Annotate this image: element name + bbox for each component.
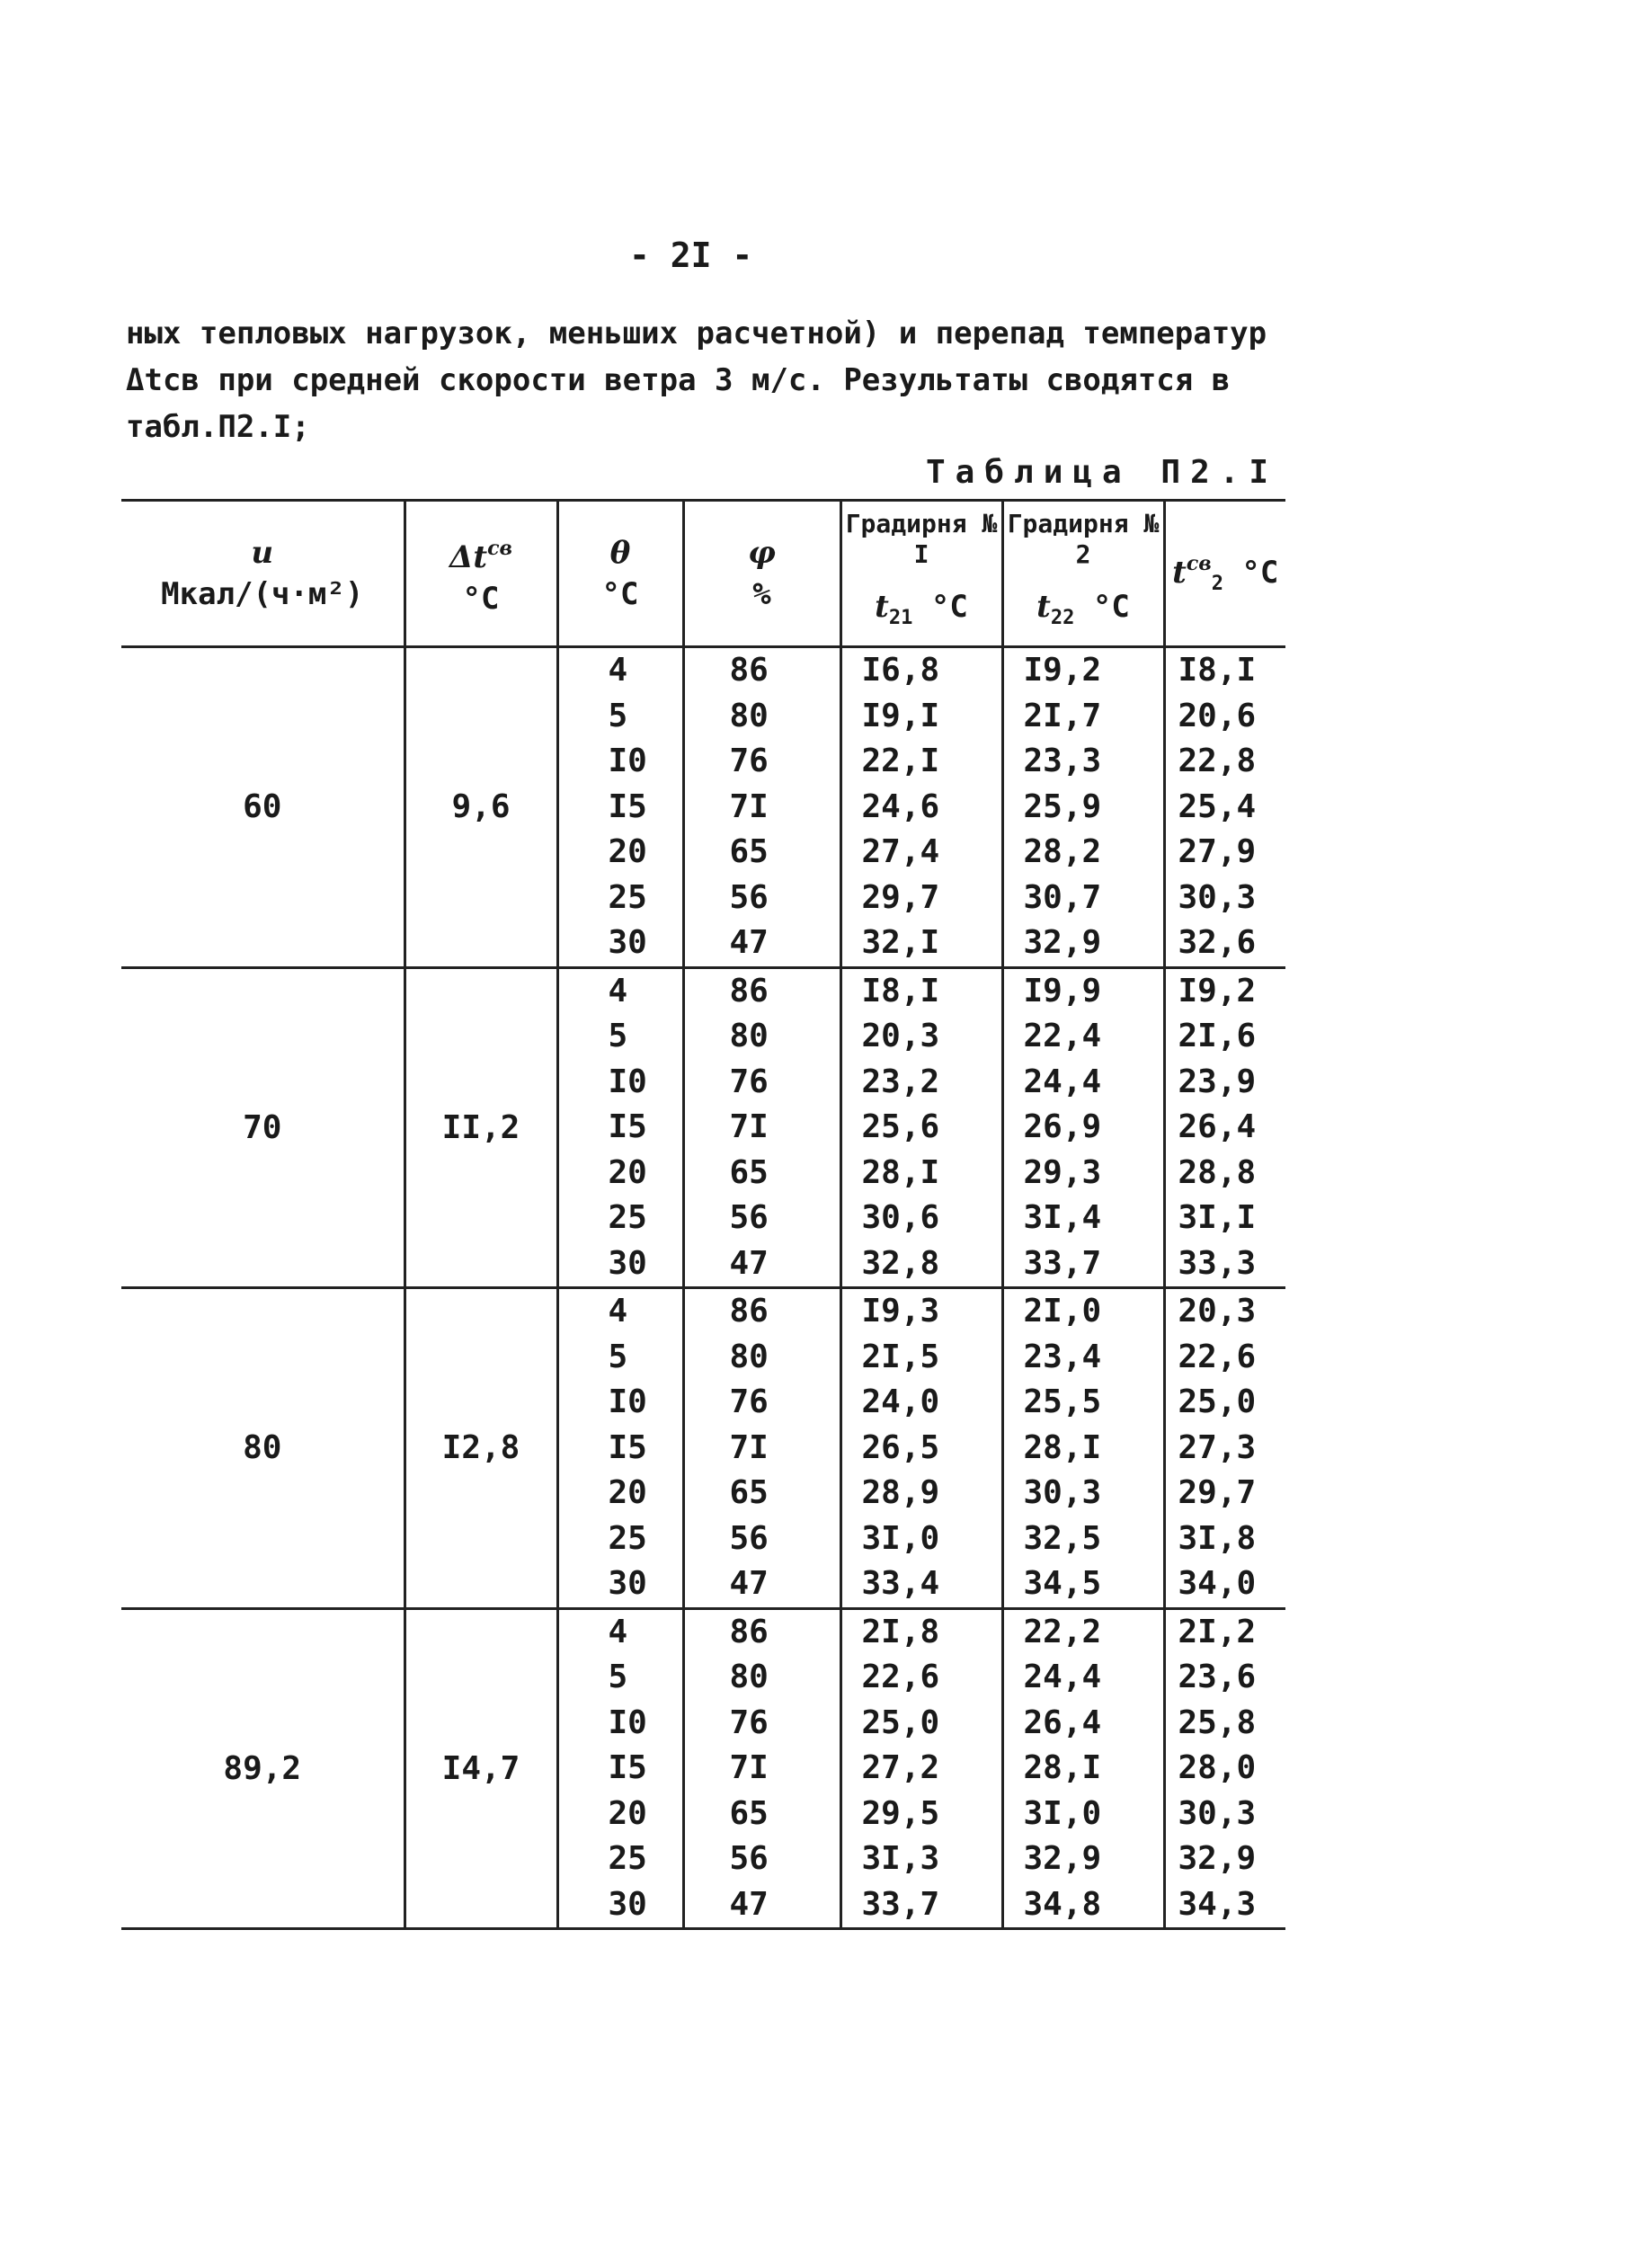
tower-2-temp-cell: 28,2	[1023, 833, 1102, 870]
mixed-temp-cell: 2I,6	[1178, 1018, 1257, 1054]
tower-2-temp-cell: 3I,0	[1023, 1794, 1102, 1832]
tower-2-temp-cell: 2I,0	[1023, 1293, 1102, 1330]
header-tower-2-sub: 22	[1050, 606, 1075, 629]
tower-2-temp-cell-list	[1002, 1608, 1164, 1929]
air-temp-cell: 4	[608, 1293, 628, 1330]
air-temp-cell: 20	[608, 1474, 647, 1511]
tower-2-temp-cell: 24,4	[1023, 1063, 1102, 1100]
air-temp-cell: 30	[608, 924, 647, 961]
heat-load-cell: 89,2	[121, 1608, 405, 1929]
air-temp-cell: I0	[608, 743, 647, 779]
air-temp-cell: 20	[608, 1794, 647, 1832]
header-tower-1	[840, 501, 1002, 647]
tower-2-temp-cell: 24,4	[1023, 1659, 1102, 1695]
mixed-temp-cell: 32,6	[1178, 924, 1257, 961]
mixed-temp-cell: 22,6	[1178, 1338, 1257, 1375]
paragraph-line-3: табл.П2.I;	[126, 409, 310, 445]
tower-1-temp-cell: 29,5	[861, 1794, 940, 1832]
humidity-cell: 65	[729, 833, 769, 870]
header-humidity-symbol: φ	[748, 535, 776, 571]
tower-1-temp-cell-list	[840, 967, 1002, 1288]
header-tower-1-unit: °C	[930, 588, 968, 625]
air-temp-cell-list	[557, 967, 683, 1288]
mixed-temp-cell: 33,3	[1178, 1244, 1257, 1282]
header-tower-1-symbol: t	[875, 588, 889, 625]
temp-diff-cell: 9,6	[405, 647, 557, 968]
header-tower-2	[1002, 501, 1164, 647]
tower-1-temp-cell: 32,I	[861, 924, 940, 961]
humidity-cell: 65	[729, 1153, 769, 1191]
humidity-cell-list	[683, 967, 840, 1288]
air-temp-cell: 5	[608, 697, 628, 734]
tower-1-temp-cell: 24,6	[861, 787, 940, 825]
mixed-temp-cell-list	[1164, 967, 1285, 1288]
tower-2-temp-cell: I9,9	[1023, 972, 1102, 1009]
header-air-temp-symbol: θ	[609, 535, 631, 571]
humidity-cell: 86	[729, 1293, 769, 1330]
temp-diff-cell: I4,7	[405, 1608, 557, 1929]
header-tower-1-title: Градирня № I	[845, 508, 998, 569]
humidity-cell: 7I	[729, 1749, 769, 1786]
tower-2-temp-cell: 28,I	[1023, 1749, 1102, 1786]
header-tower-2-title: Градирня № 2	[1007, 508, 1160, 569]
tower-2-temp-cell-list	[1002, 647, 1164, 968]
mixed-temp-cell: 28,8	[1178, 1153, 1257, 1191]
tower-2-temp-cell: 2I,7	[1023, 697, 1102, 734]
air-temp-cell: 30	[608, 1565, 647, 1602]
tower-1-temp-cell: I9,3	[861, 1293, 940, 1330]
humidity-cell: 76	[729, 743, 769, 779]
header-mixed-temp-symbol: t	[1172, 554, 1187, 591]
mixed-temp-cell: 25,0	[1178, 1383, 1257, 1420]
header-air-temp-unit: °C	[601, 576, 639, 612]
table-header-row	[121, 501, 1285, 647]
tower-2-temp-cell: 33,7	[1023, 1244, 1102, 1282]
intro-paragraph	[126, 310, 1294, 450]
humidity-cell: 47	[729, 1565, 769, 1602]
header-temp-diff-unit: °C	[462, 581, 500, 617]
mixed-temp-cell: 29,7	[1178, 1474, 1257, 1511]
paragraph-line-2: Δtсв при средней скорости ветра 3 м/с. Результаты сводятся в	[126, 362, 1231, 398]
tower-2-temp-cell-list	[1002, 1288, 1164, 1609]
header-tower-2-symbol: t	[1036, 588, 1051, 625]
air-temp-cell: 5	[608, 1018, 628, 1054]
tower-2-temp-cell: 28,I	[1023, 1428, 1102, 1466]
tower-2-temp-cell: 22,2	[1023, 1613, 1102, 1650]
header-humidity	[683, 501, 840, 647]
tower-2-temp-cell: 23,4	[1023, 1338, 1102, 1375]
mixed-temp-cell: 25,4	[1178, 787, 1257, 825]
header-temp-diff	[405, 501, 557, 647]
header-humidity-unit: %	[752, 576, 771, 612]
table-body	[121, 647, 1285, 1929]
mixed-temp-cell: I9,2	[1178, 972, 1257, 1009]
tower-1-temp-cell: 32,8	[861, 1244, 940, 1282]
tower-1-temp-cell-list	[840, 1288, 1002, 1609]
tower-1-temp-cell: 23,2	[861, 1063, 940, 1100]
mixed-temp-cell: 23,9	[1178, 1063, 1257, 1100]
tower-2-temp-cell: 32,9	[1023, 924, 1102, 961]
humidity-cell-list	[683, 1288, 840, 1609]
humidity-cell: 76	[729, 1383, 769, 1420]
mixed-temp-cell: 28,0	[1178, 1749, 1257, 1786]
air-temp-cell: 4	[608, 652, 628, 689]
air-temp-cell: 30	[608, 1885, 647, 1923]
tower-1-temp-cell: 28,I	[861, 1153, 940, 1191]
air-temp-cell: 25	[608, 1199, 647, 1236]
mixed-temp-cell: 3I,I	[1178, 1199, 1257, 1236]
humidity-cell: 80	[729, 697, 769, 734]
humidity-cell-list	[683, 647, 840, 968]
mixed-temp-cell: 30,3	[1178, 1794, 1257, 1832]
mixed-temp-cell: 3I,8	[1178, 1519, 1257, 1557]
mixed-temp-cell: 32,9	[1178, 1840, 1257, 1877]
tower-2-temp-cell-list	[1002, 967, 1164, 1288]
heat-load-cell: 60	[121, 647, 405, 968]
tower-1-temp-cell: 22,I	[861, 743, 940, 779]
tower-2-temp-cell: 23,3	[1023, 743, 1102, 779]
humidity-cell: 80	[729, 1338, 769, 1375]
results-table	[121, 499, 1285, 1930]
air-temp-cell: 4	[608, 972, 628, 1009]
air-temp-cell: 5	[608, 1659, 628, 1695]
humidity-cell: 76	[729, 1063, 769, 1100]
tower-1-temp-cell: 3I,0	[861, 1519, 940, 1557]
humidity-cell: 7I	[729, 1428, 769, 1466]
mixed-temp-cell: 25,8	[1178, 1703, 1257, 1741]
air-temp-cell: I5	[608, 1428, 647, 1466]
header-mixed-temp-sub: 2	[1211, 572, 1223, 595]
air-temp-cell: I5	[608, 787, 647, 825]
humidity-cell: 56	[729, 878, 769, 916]
humidity-cell: 47	[729, 1885, 769, 1923]
tower-2-temp-cell: 34,8	[1023, 1885, 1102, 1923]
tower-1-temp-cell: 24,0	[861, 1383, 940, 1420]
air-temp-cell-list	[557, 1608, 683, 1929]
humidity-cell: 7I	[729, 1108, 769, 1145]
air-temp-cell-list	[557, 647, 683, 968]
mixed-temp-cell: I8,I	[1178, 652, 1257, 689]
header-temp-diff-sup: св	[487, 537, 512, 560]
tower-2-temp-cell: 3I,4	[1023, 1199, 1102, 1236]
table-group-row	[121, 647, 1285, 968]
air-temp-cell: 30	[608, 1244, 647, 1282]
mixed-temp-cell: 26,4	[1178, 1108, 1257, 1145]
tower-1-temp-cell: 27,2	[861, 1749, 940, 1786]
mixed-temp-cell: 34,3	[1178, 1885, 1257, 1923]
header-tower-2-unit: °C	[1092, 588, 1130, 625]
humidity-cell: 47	[729, 1244, 769, 1282]
air-temp-cell: 20	[608, 833, 647, 870]
air-temp-cell: 20	[608, 1153, 647, 1191]
air-temp-cell: 25	[608, 878, 647, 916]
tower-1-temp-cell: 29,7	[861, 878, 940, 916]
mixed-temp-cell: 22,8	[1178, 743, 1257, 779]
mixed-temp-cell: 20,6	[1178, 697, 1257, 734]
mixed-temp-cell-list	[1164, 1288, 1285, 1609]
tower-1-temp-cell: 33,7	[861, 1885, 940, 1923]
tower-1-temp-cell: 22,6	[861, 1659, 940, 1695]
tower-2-temp-cell: 26,9	[1023, 1108, 1102, 1145]
humidity-cell: 76	[729, 1703, 769, 1741]
temp-diff-cell: I2,8	[405, 1288, 557, 1609]
humidity-cell: 86	[729, 1613, 769, 1650]
humidity-cell: 7I	[729, 787, 769, 825]
air-temp-cell: 25	[608, 1519, 647, 1557]
tower-2-temp-cell: 25,5	[1023, 1383, 1102, 1420]
tower-2-temp-cell: 30,7	[1023, 878, 1102, 916]
mixed-temp-cell: 27,9	[1178, 833, 1257, 870]
humidity-cell: 65	[729, 1794, 769, 1832]
humidity-cell-list	[683, 1608, 840, 1929]
air-temp-cell: 4	[608, 1613, 628, 1650]
tower-2-temp-cell: 32,5	[1023, 1519, 1102, 1557]
humidity-cell: 47	[729, 924, 769, 961]
mixed-temp-cell-list	[1164, 1608, 1285, 1929]
header-mixed-temp-unit: °C	[1241, 554, 1279, 591]
air-temp-cell-list	[557, 1288, 683, 1609]
air-temp-cell: I5	[608, 1108, 647, 1145]
mixed-temp-cell: 30,3	[1178, 878, 1257, 916]
humidity-cell: 86	[729, 972, 769, 1009]
humidity-cell: 86	[729, 652, 769, 689]
tower-1-temp-cell: 20,3	[861, 1018, 940, 1054]
tower-2-temp-cell: I9,2	[1023, 652, 1102, 689]
tower-1-temp-cell: 25,6	[861, 1108, 940, 1145]
air-temp-cell: I0	[608, 1063, 647, 1100]
air-temp-cell: 25	[608, 1840, 647, 1877]
tower-1-temp-cell-list	[840, 647, 1002, 968]
header-tower-1-sub: 21	[888, 606, 913, 629]
paragraph-line-1: ных тепловых нагрузок, меньших расчетной) и перепад температур	[126, 316, 1267, 351]
tower-2-temp-cell: 32,9	[1023, 1840, 1102, 1877]
air-temp-cell: 5	[608, 1338, 628, 1375]
header-air-temp	[557, 501, 683, 647]
tower-1-temp-cell: I9,I	[861, 697, 940, 734]
tower-1-temp-cell: 3I,3	[861, 1840, 940, 1877]
header-temp-diff-symbol: Δt	[449, 539, 488, 575]
air-temp-cell: I5	[608, 1749, 647, 1786]
tower-1-temp-cell: I8,I	[861, 972, 940, 1009]
table-group-row	[121, 967, 1285, 1288]
humidity-cell: 56	[729, 1840, 769, 1877]
mixed-temp-cell: 27,3	[1178, 1428, 1257, 1466]
humidity-cell: 65	[729, 1474, 769, 1511]
tower-2-temp-cell: 22,4	[1023, 1018, 1102, 1054]
tower-1-temp-cell: 28,9	[861, 1474, 940, 1511]
tower-2-temp-cell: 26,4	[1023, 1703, 1102, 1741]
heat-load-cell: 70	[121, 967, 405, 1288]
tower-2-temp-cell: 29,3	[1023, 1153, 1102, 1191]
humidity-cell: 56	[729, 1519, 769, 1557]
mixed-temp-cell-list	[1164, 647, 1285, 968]
humidity-cell: 80	[729, 1659, 769, 1695]
tower-1-temp-cell: 2I,8	[861, 1613, 940, 1650]
tower-1-temp-cell-list	[840, 1608, 1002, 1929]
tower-1-temp-cell: 2I,5	[861, 1338, 940, 1375]
table-group-row	[121, 1608, 1285, 1929]
air-temp-cell: I0	[608, 1703, 647, 1741]
tower-1-temp-cell: 27,4	[861, 833, 940, 870]
page-number: - 2I -	[629, 236, 753, 275]
tower-2-temp-cell: 34,5	[1023, 1565, 1102, 1602]
tower-2-temp-cell: 30,3	[1023, 1474, 1102, 1511]
heat-load-cell: 80	[121, 1288, 405, 1609]
tower-1-temp-cell: I6,8	[861, 652, 940, 689]
air-temp-cell: I0	[608, 1383, 647, 1420]
header-mixed-temp-sup: св	[1186, 551, 1212, 575]
table-caption: Таблица П2.I	[926, 454, 1279, 491]
header-heat-load	[121, 501, 405, 647]
tower-1-temp-cell: 30,6	[861, 1199, 940, 1236]
humidity-cell: 80	[729, 1018, 769, 1054]
tower-1-temp-cell: 33,4	[861, 1565, 940, 1602]
tower-2-temp-cell: 25,9	[1023, 787, 1102, 825]
tower-1-temp-cell: 25,0	[861, 1703, 940, 1741]
temp-diff-cell: II,2	[405, 967, 557, 1288]
table-group-row	[121, 1288, 1285, 1609]
header-heat-load-symbol: u	[251, 535, 274, 571]
mixed-temp-cell: 2I,2	[1178, 1613, 1257, 1650]
mixed-temp-cell: 20,3	[1178, 1293, 1257, 1330]
header-mixed-temp	[1164, 501, 1285, 647]
header-heat-load-unit: Мкал/(ч·м²)	[161, 576, 364, 612]
humidity-cell: 56	[729, 1199, 769, 1236]
mixed-temp-cell: 34,0	[1178, 1565, 1257, 1602]
mixed-temp-cell: 23,6	[1178, 1659, 1257, 1695]
tower-1-temp-cell: 26,5	[861, 1428, 940, 1466]
